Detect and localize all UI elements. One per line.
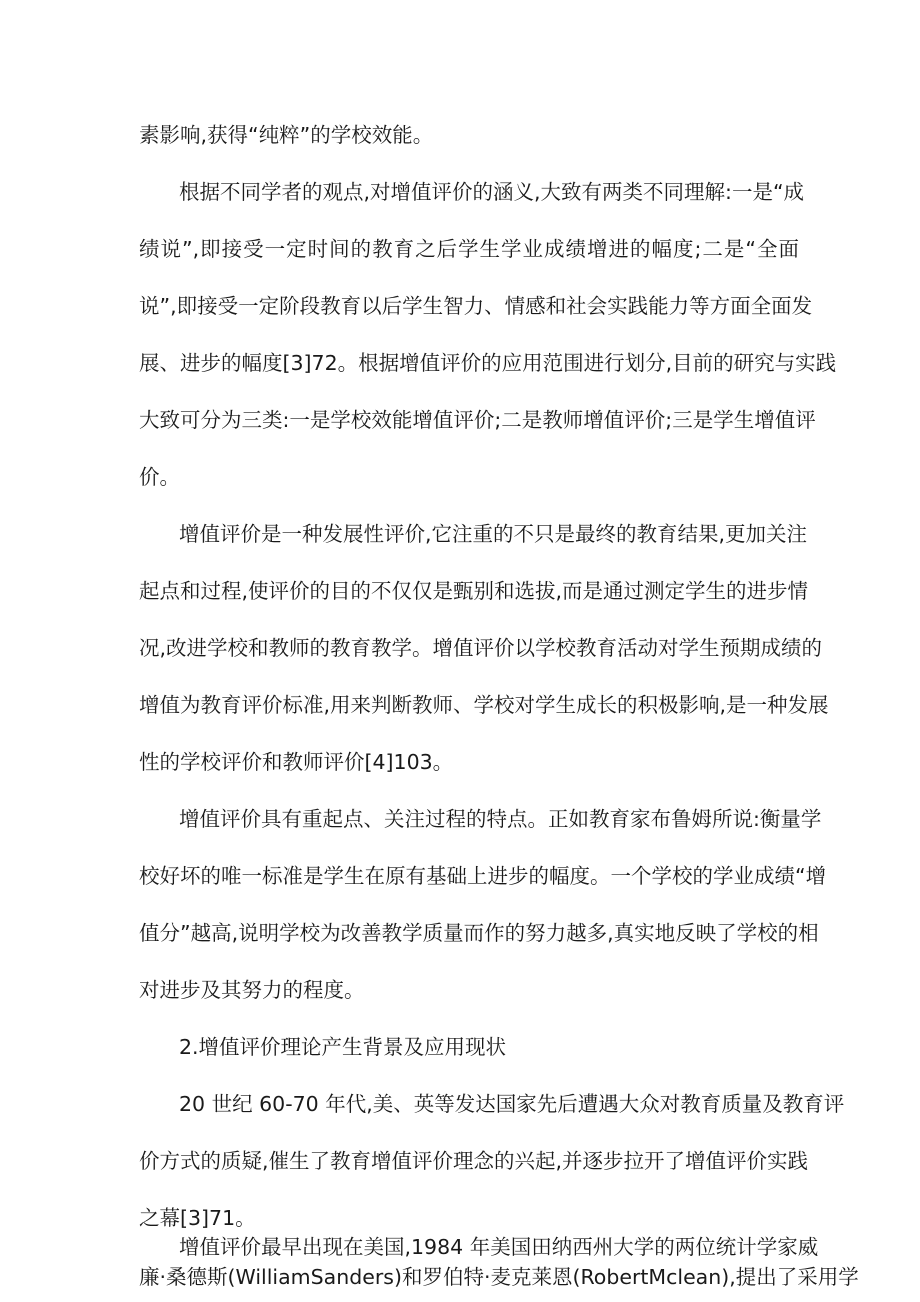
text-line: 绩说”,即接受一定时间的教育之后学生学业成绩增进的幅度;二是“全面 xyxy=(139,237,799,261)
text-line: 展、进步的幅度[3]72。根据增值评价的应用范围进行划分,目前的研究与实践 xyxy=(139,351,837,375)
text-line: 况,改进学校和教师的教育教学。增值评价以学校教育活动对学生预期成绩的 xyxy=(139,636,823,660)
section-heading: 2.增值评价理论产生背景及应用现状 xyxy=(179,1035,507,1059)
text-line: 起点和过程,使评价的目的不仅仅是甄别和选拔,而是通过测定学生的进步情 xyxy=(139,579,809,603)
text-line: 增值为教育评价标准,用来判断教师、学校对学生成长的积极影响,是一种发展 xyxy=(139,693,829,717)
text-line: 校好坏的唯一标准是学生在原有基础上进步的幅度。一个学校的学业成绩“增 xyxy=(139,864,827,888)
text-line: 值分”越高,说明学校为改善教学质量而作的努力越多,真实地反映了学校的相 xyxy=(139,921,819,945)
text-line: 大致可分为三类:一是学校效能增值评价;二是教师增值评价;三是学生增值评 xyxy=(139,408,816,432)
text-line: 性的学校评价和教师评价[4]103。 xyxy=(139,750,454,774)
text-line: 根据不同学者的观点,对增值评价的涵义,大致有两类不同理解:一是“成 xyxy=(179,180,805,204)
text-line: 增值评价具有重起点、关注过程的特点。正如教育家布鲁姆所说:衡量学 xyxy=(179,807,822,831)
text-line: 20 世纪 60-70 年代,美、英等发达国家先后遭遇大众对教育质量及教育评 xyxy=(179,1092,845,1116)
text-line: 价。 xyxy=(139,465,180,489)
text-line: 增值评价是一种发展性评价,它注重的不只是最终的教育结果,更加关注 xyxy=(179,522,808,546)
text-line: 说”,即接受一定阶段教育以后学生智力、情感和社会实践能力等方面全面发 xyxy=(139,294,813,318)
text-line: 对进步及其努力的程度。 xyxy=(139,978,365,1002)
text-line: 廉·桑德斯(WilliamSanders)和罗伯特·麦克莱恩(RobertMclean),提出了采用学 xyxy=(139,1265,859,1289)
text-line: 素影响,获得“纯粹”的学校效能。 xyxy=(139,123,434,147)
text-line: 价方式的质疑,催生了教育增值评价理念的兴起,并逐步拉开了增值评价实践 xyxy=(139,1149,809,1173)
text-line: 增值评价最早出现在美国,1984 年美国田纳西州大学的两位统计学家威 xyxy=(179,1235,819,1259)
text-line: 之幕[3]71。 xyxy=(139,1206,256,1230)
